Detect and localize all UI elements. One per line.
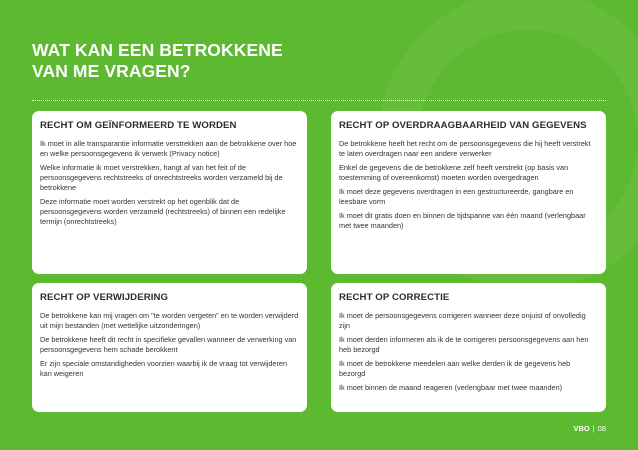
- card-paragraph: Ik moet de betrokkene meedelen aan welke derden ik de gegevens heb bezorgd: [339, 359, 571, 378]
- card-informed: [32, 111, 307, 274]
- card-paragraph: Deze informatie moet worden verstrekt op het ogenblik dat de persoonsgegevens worden verzameld (rechtstreeks) of binnen een redelijke termijn (onrechtstreeks): [40, 197, 286, 226]
- page-number: 08: [597, 424, 606, 433]
- card-paragraph: Ik moet dit gratis doen en binnen de tijdspanne van één maand (verlengbaar met twee maanden): [339, 211, 586, 230]
- card-heading: RECHT OP VERWIJDERING: [40, 292, 169, 303]
- card-paragraph: Ik moet deze gegevens overdragen in een gestructureerde, gangbare en leesbare vorm: [339, 187, 574, 206]
- card-paragraph: Ik moet de persoonsgegevens corrigeren wanneer deze onjuist of onvolledig zijn: [339, 311, 586, 330]
- footer-separator: |: [592, 424, 595, 433]
- card-erasure: [32, 283, 307, 412]
- card-heading: RECHT OM GEÏNFORMEERD TE WORDEN: [40, 120, 237, 131]
- page-title: WAT KAN EEN BETROKKENE VAN ME VRAGEN?: [32, 40, 283, 81]
- dotted-divider: [32, 100, 606, 101]
- card-heading: RECHT OP CORRECTIE: [339, 292, 450, 303]
- card-paragraph: Ik moet derden informeren als ik de te corrigeren persoonsgegevens aan hen heb bezorgd: [339, 335, 589, 354]
- brand-label: VBO: [573, 424, 590, 433]
- card-paragraph: Ik moet binnen de maand reageren (verlengbaar met twee maanden): [339, 383, 563, 392]
- card-paragraph: Er zijn speciale omstandigheden voorzien waarbij ik de vraag tot verwijderen kan weigeren: [40, 359, 288, 378]
- card-paragraph: De betrokkene heeft dit recht in specifieke gevallen wanneer de verwerking van persoonsgegevens hem schade berokkent: [40, 335, 297, 354]
- card-rectification: [331, 283, 606, 412]
- card-paragraph: De betrokkene heeft het recht om de persoonsgegevens die hij heeft verstrekt te laten overdragen naar een andere verwerker: [339, 139, 591, 158]
- card-portability: [331, 111, 606, 274]
- card-paragraph: Ik moet in alle transparantie informatie verstrekken aan de betrokkene over hoe en welke persoonsgegevens ik verwerk (Privacy notice): [40, 139, 297, 158]
- card-paragraph: Enkel de gegevens die de betrokkene zelf heeft verstrekt (op basis van toestemming of overeenkomst) moeten worden overgedragen: [339, 163, 569, 182]
- page-footer: [573, 424, 606, 433]
- card-paragraph: Welke informatie ik moet verstrekken, hangt af van het feit of de persoonsgegevens rechtstreeks of onrechtstreeks worden verzameld bij de betrokkene: [40, 163, 283, 192]
- card-heading: RECHT OP OVERDRAAGBAARHEID VAN GEGEVENS: [339, 120, 587, 131]
- card-paragraph: De betrokkene kan mij vragen om "te worden vergeten" en te worden verwijderd uit mijn bestanden (met wettelijke uitzonderingen): [40, 311, 299, 330]
